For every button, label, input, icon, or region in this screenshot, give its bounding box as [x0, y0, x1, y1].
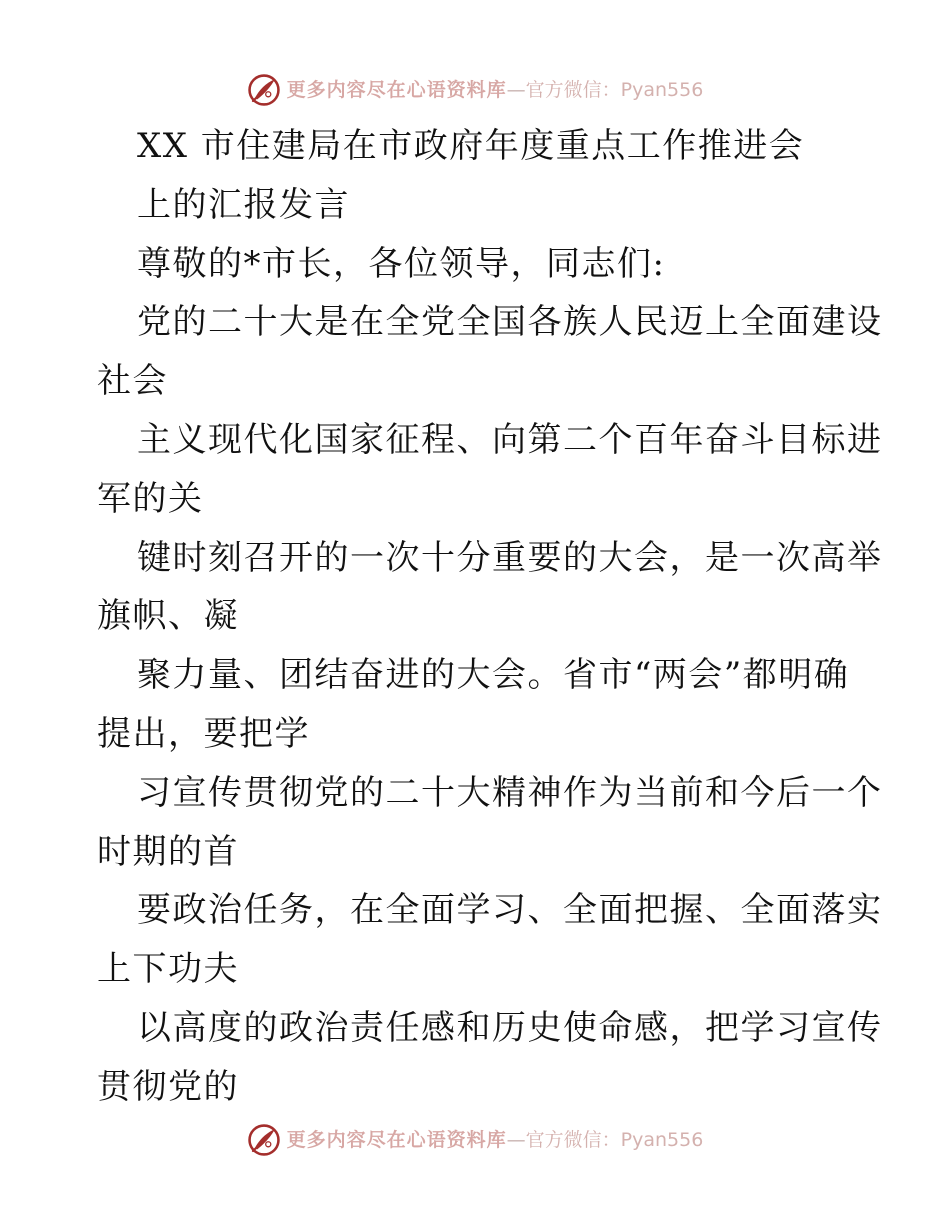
banner-main-text: 更多内容尽在心语资料库	[286, 78, 507, 101]
doc-text-line: 军的关	[97, 478, 204, 519]
doc-text-line: 贯彻党的	[97, 1066, 239, 1107]
banner-text	[286, 78, 704, 101]
doc-text-line: 聚力量、团结奋进的大会。省市“两会”都明确	[137, 655, 850, 696]
header-banner	[0, 70, 950, 110]
doc-text-line: 键时刻召开的一次十分重要的大会，是一次高举	[137, 537, 883, 578]
doc-text-line: 以高度的政治责任感和历史使命感，把学习宣传	[137, 1007, 883, 1048]
quill-seal-icon	[247, 73, 281, 107]
banner-separator: —	[506, 1128, 526, 1151]
doc-text-line: 党的二十大是在全党全国各族人民迈上全面建设	[137, 302, 883, 343]
banner-text	[286, 1128, 704, 1151]
footer-banner	[0, 1120, 950, 1160]
banner-wechat-text: 官方微信：Pyan556	[525, 78, 704, 101]
banner-separator: —	[506, 78, 526, 101]
doc-text-line: 社会	[97, 361, 168, 402]
quill-seal-icon	[247, 1123, 281, 1157]
doc-text-line: 主义现代化国家征程、向第二个百年奋斗目标进	[137, 419, 883, 460]
doc-salutation: 尊敬的*市长，各位领导，同志们:	[137, 243, 666, 284]
doc-title-line-2: 上的汇报发言	[137, 184, 350, 225]
doc-text-line: 时期的首	[97, 831, 239, 872]
doc-text-line: 旗帜、凝	[97, 596, 239, 637]
doc-text-line: 习宣传贯彻党的二十大精神作为当前和今后一个	[137, 772, 883, 813]
doc-title-line-1: XX 市住建局在市政府年度重点工作推进会	[137, 126, 805, 166]
doc-text-line: 要政治任务，在全面学习、全面把握、全面落实	[137, 890, 883, 931]
doc-text-line: 提出，要把学	[97, 713, 310, 754]
doc-text-line: 上下功夫	[97, 949, 239, 990]
banner-wechat-text: 官方微信：Pyan556	[525, 1128, 704, 1151]
banner-main-text: 更多内容尽在心语资料库	[286, 1128, 507, 1151]
document-body	[97, 117, 883, 1117]
